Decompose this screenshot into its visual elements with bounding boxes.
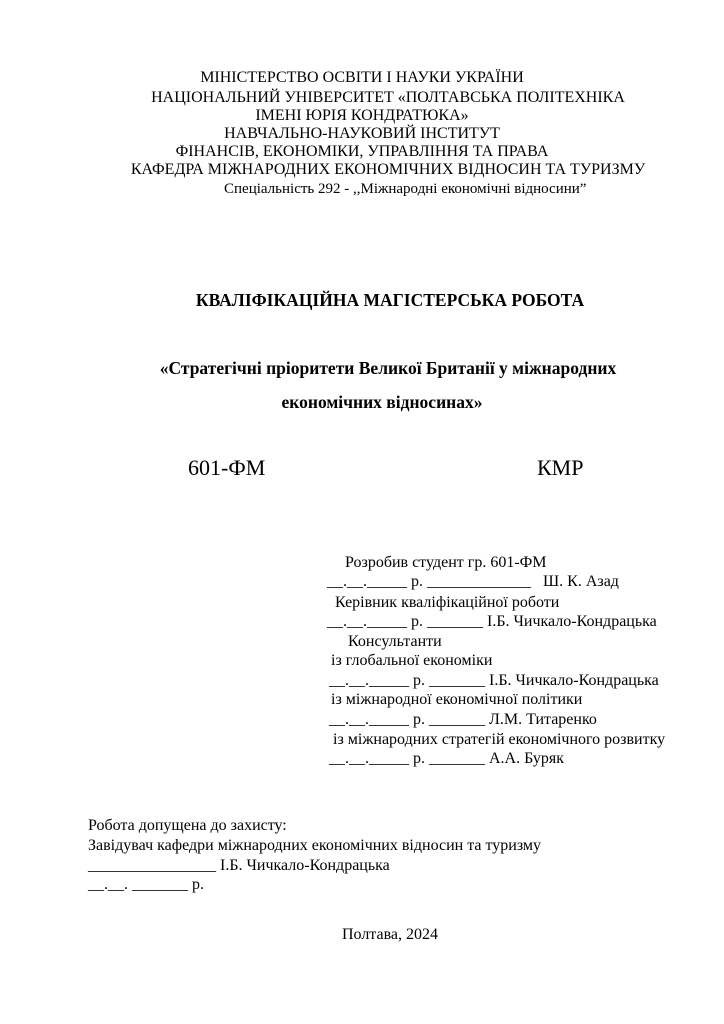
work-code: КМР	[537, 455, 584, 480]
topic-line-1: «Стратегічні пріоритети Великої Британії у міжнародних	[159, 358, 617, 378]
admission-line: __.__. _______ р.	[88, 876, 204, 893]
department-line: КАФЕДРА МІЖНАРОДНИХ ЕКОНОМІЧНИХ ВІДНОСИН ТА ТУРИЗМУ	[130, 161, 646, 178]
signature-line: Керівник кваліфікаційної роботи	[335, 594, 560, 611]
university-line: НАЦІОНАЛЬНИЙ УНІВЕРСИТЕТ «ПОЛТАВСЬКА ПОЛІТЕХНІКА	[151, 89, 625, 106]
work-type-title: КВАЛІФІКАЦІЙНА МАГІСТЕРСЬКА РОБОТА	[195, 290, 585, 310]
signature-line: __.__._____ р. _______ І.Б. Чичкало-Кондрацька	[329, 672, 659, 689]
city-year: Полтава, 2024	[341, 926, 439, 943]
signature-line: __.__._____ р. _______ І.Б. Чичкало-Кондрацька	[327, 613, 657, 630]
group-code: 601-ФМ	[188, 455, 266, 480]
admission-line: Завідувач кафедри міжнародних економічних відносин та туризму	[88, 837, 542, 854]
admission-line: ________________ І.Б. Чичкало-Кондрацька	[88, 857, 390, 874]
signature-line: __.__._____ р. _____________ Ш. К. Азад	[327, 573, 619, 590]
signature-line: із міжнародних стратегій економічного розвитку	[333, 731, 666, 748]
signature-line: Консультанти	[348, 633, 442, 650]
admission-line: Робота допущена до захисту:	[88, 817, 287, 834]
signature-line: із глобальної економіки	[331, 652, 493, 669]
institute-line: НАВЧАЛЬНО-НАУКОВИЙ ІНСТИТУТ	[224, 125, 500, 142]
institute-name-line: ФІНАНСІВ, ЕКОНОМІКИ, УПРАВЛІННЯ ТА ПРАВА	[175, 143, 549, 160]
signature-line: із міжнародної економічної політики	[331, 691, 583, 708]
signature-line: __.__._____ р. _______ Л.М. Титаренко	[329, 711, 597, 728]
ministry-line: МІНІСТЕРСТВО ОСВІТИ І НАУКИ УКРАЇНИ	[200, 69, 524, 86]
topic-line-2: економічних відносинах»	[281, 392, 483, 412]
signature-line: Розробив студент гр. 601-ФМ	[345, 554, 547, 571]
specialty-line: Спеціальність 292 - ,,Міжнародні економічні відносини”	[224, 181, 587, 197]
signature-line: __.__._____ р. _______ А.А. Буряк	[329, 750, 565, 767]
university-name-line: ІМЕНІ ЮРІЯ КОНДРАТЮКА»	[255, 107, 469, 124]
